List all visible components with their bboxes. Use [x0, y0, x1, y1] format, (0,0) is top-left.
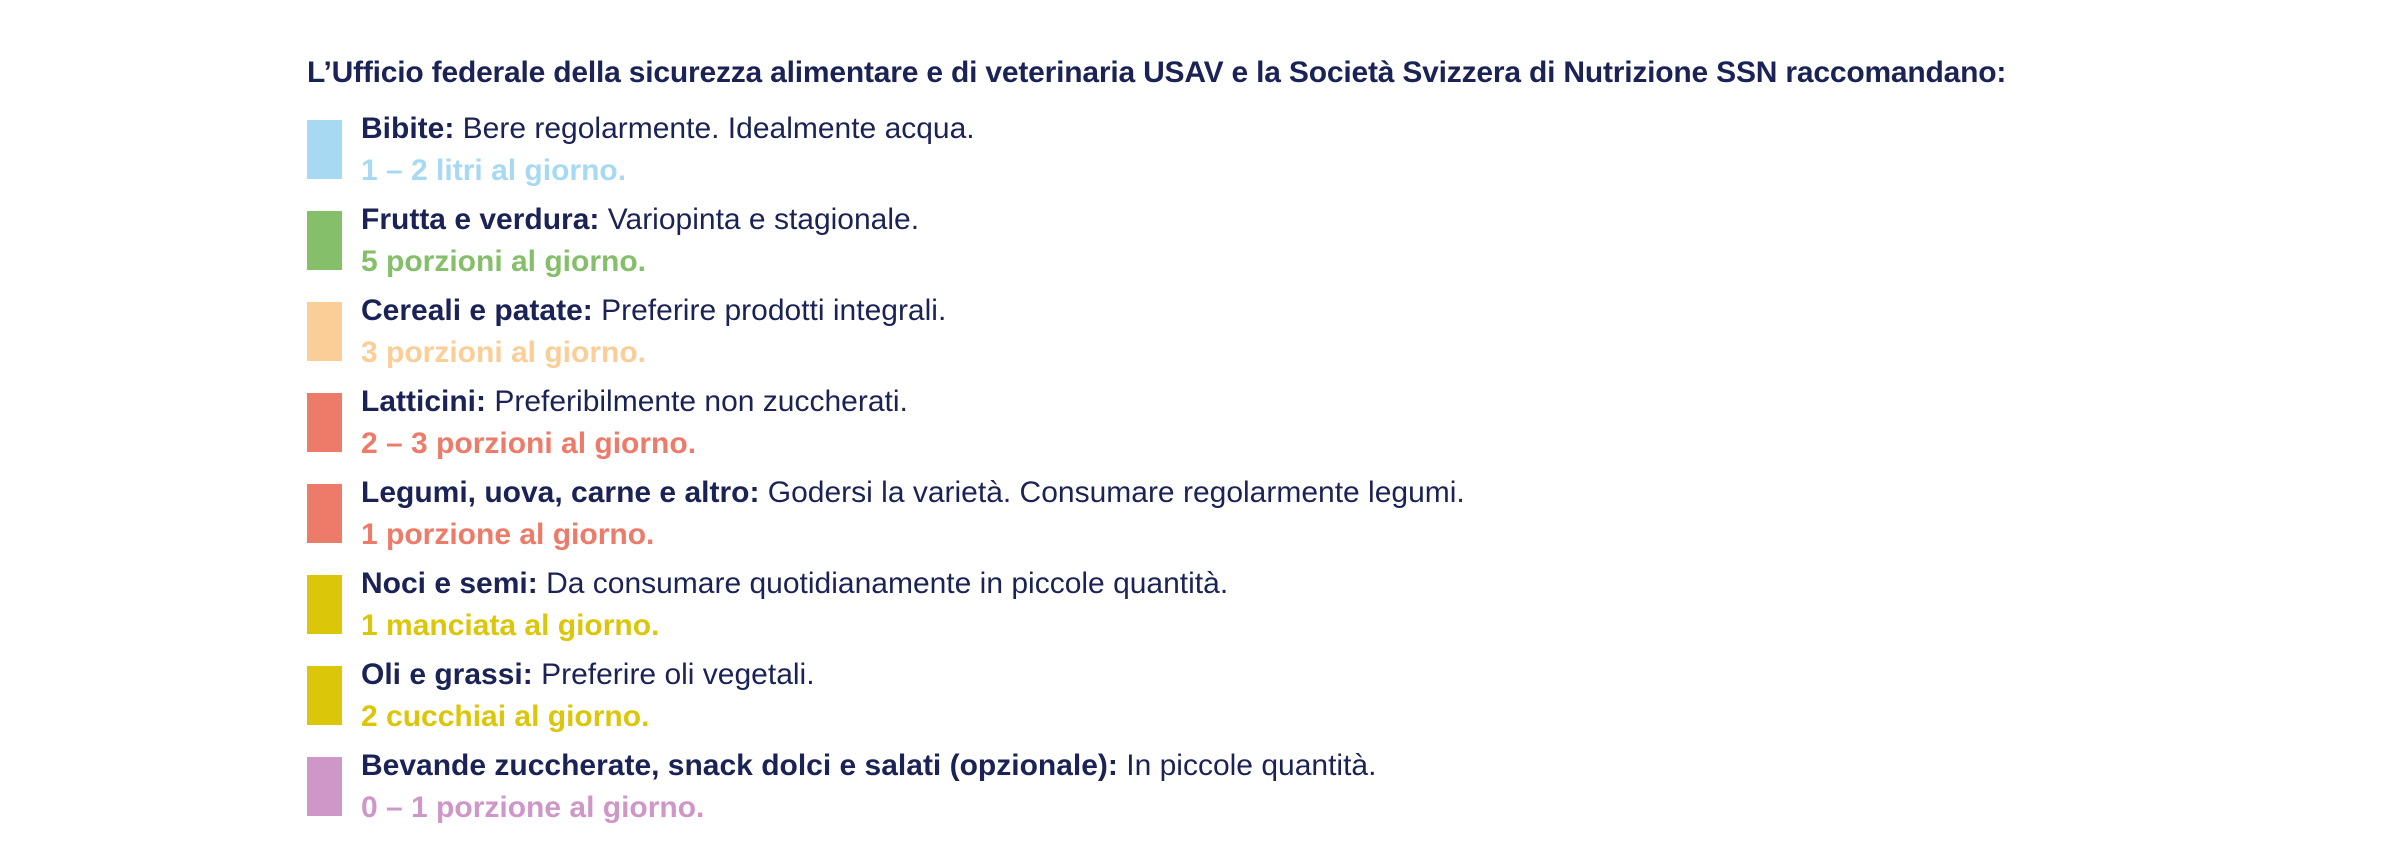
item-label: Latticini: [361, 385, 486, 418]
item-amount: 1 porzione al giorno. [361, 518, 655, 551]
recommendations-list [307, 110, 2357, 838]
color-swatch [307, 302, 342, 361]
color-swatch [307, 393, 342, 452]
color-swatch [307, 211, 342, 270]
item-description: Preferibilmente non zuccherati. [486, 385, 908, 418]
item-line [361, 110, 2357, 148]
color-swatch [307, 757, 342, 816]
item-description: Bere regolarmente. Idealmente acqua. [454, 112, 975, 145]
item-line [361, 747, 2357, 785]
item-label: Bibite: [361, 112, 455, 145]
recommendations-panel [307, 54, 2357, 838]
item-label: Frutta e verdura: [361, 203, 600, 236]
item-line [361, 292, 2357, 330]
list-item [307, 747, 2357, 838]
item-label: Bevande zuccherate, snack dolci e salati (opzionale): [361, 749, 1118, 782]
color-swatch [307, 575, 342, 634]
recommendations-heading: L’Ufficio federale della sicurezza alimentare e di veterinaria USAV e la Società Svizzera di Nutrizione SSN raccomandano: [307, 56, 2007, 89]
item-label: Cereali e patate: [361, 294, 593, 327]
list-item [307, 201, 2357, 292]
list-item [307, 110, 2357, 201]
item-label: Oli e grassi: [361, 658, 533, 691]
list-item [307, 474, 2357, 565]
color-swatch [307, 666, 342, 725]
item-line [361, 656, 2357, 694]
item-line [361, 474, 2357, 512]
item-description: Da consumare quotidianamente in piccole quantità. [537, 567, 1229, 600]
item-amount: 2 – 3 porzioni al giorno. [361, 427, 697, 460]
item-line [361, 383, 2357, 421]
item-amount: 1 – 2 litri al giorno. [361, 154, 627, 187]
item-amount: 5 porzioni al giorno. [361, 245, 646, 278]
item-amount: 1 manciata al giorno. [361, 609, 660, 642]
item-description: Preferire oli vegetali. [532, 658, 815, 691]
color-swatch [307, 484, 342, 543]
item-label: Legumi, uova, carne e altro: [361, 476, 760, 509]
list-item [307, 383, 2357, 474]
item-line [361, 201, 2357, 239]
item-description: In piccole quantità. [1117, 749, 1377, 782]
item-description: Preferire prodotti integrali. [592, 294, 947, 327]
list-item [307, 656, 2357, 747]
item-amount: 0 – 1 porzione al giorno. [361, 791, 705, 824]
color-swatch [307, 120, 342, 179]
item-line [361, 565, 2357, 603]
item-description: Godersi la varietà. Consumare regolarmente legumi. [759, 476, 1465, 509]
item-amount: 2 cucchiai al giorno. [361, 700, 650, 733]
list-item [307, 292, 2357, 383]
list-item [307, 565, 2357, 656]
item-description: Variopinta e stagionale. [599, 203, 920, 236]
item-label: Noci e semi: [361, 567, 538, 600]
item-amount: 3 porzioni al giorno. [361, 336, 646, 369]
